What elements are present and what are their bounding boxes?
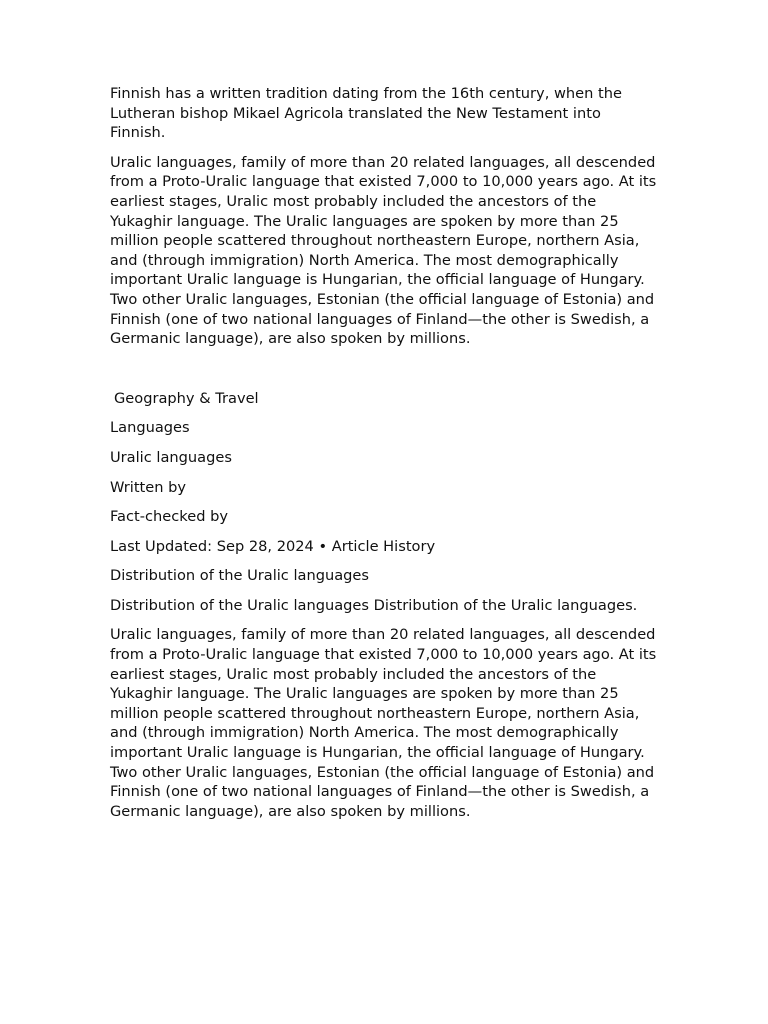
intro-paragraph: Finnish has a written tradition dating from the 16th century, when the Lutheran bishop Mikael Agricola translated the New Testament into Finnish. — [110, 85, 622, 142]
breadcrumb-subcategory-link[interactable]: Languages — [110, 419, 190, 437]
article-page — [110, 84, 658, 831]
summary-paragraph: Uralic languages, family of more than 20 related languages, all descended from a Proto-Uralic language that existed 7,000 to 10,000 years ago. At its earliest stages, Uralic most probably included the ancestors of the Yukaghir language. The Uralic languages are spoken by more than 25 million people scattered throughout northeastern Europe, northern Asia, and (through immigration) North America. The most demographically important Uralic language is Hungarian, the official language of Hungary. Two other Uralic languages, Estonian (the official language of Estonia) and Finnish (one of two national languages of Finland—the other is Swedish, a Germanic language), are also spoken by millions. — [110, 153, 657, 348]
fact-checked-by-label: Fact-checked by — [110, 508, 228, 526]
article-body-paragraph: Uralic languages, family of more than 20 related languages, all descended from a Proto-Uralic language that existed 7,000 to 10,000 years ago. At its earliest stages, Uralic most probably included the ancestors of the Yukaghir language. The Uralic languages are spoken by more than 25 million people scattered throughout northeastern Europe, northern Asia, and (through immigration) North America. The most demographically important Uralic language is Hungarian, the official language of Hungary. Two other Uralic languages, Estonian (the official language of Estonia) and Finnish (one of two national languages of Finland—the other is Swedish, a Germanic language), are also spoken by millions. — [110, 626, 657, 820]
last-updated-line: Last Updated: Sep 28, 2024 • Article History — [110, 537, 436, 555]
figure-caption: Distribution of the Uralic languages Distribution of the Uralic languages. — [110, 596, 638, 614]
breadcrumb-category-link[interactable]: Geography & Travel — [114, 389, 259, 407]
written-by-label: Written by — [110, 478, 187, 496]
article-title: Uralic languages — [110, 448, 232, 466]
section-spacer — [110, 359, 658, 389]
figure-title: Distribution of the Uralic languages — [110, 567, 370, 585]
